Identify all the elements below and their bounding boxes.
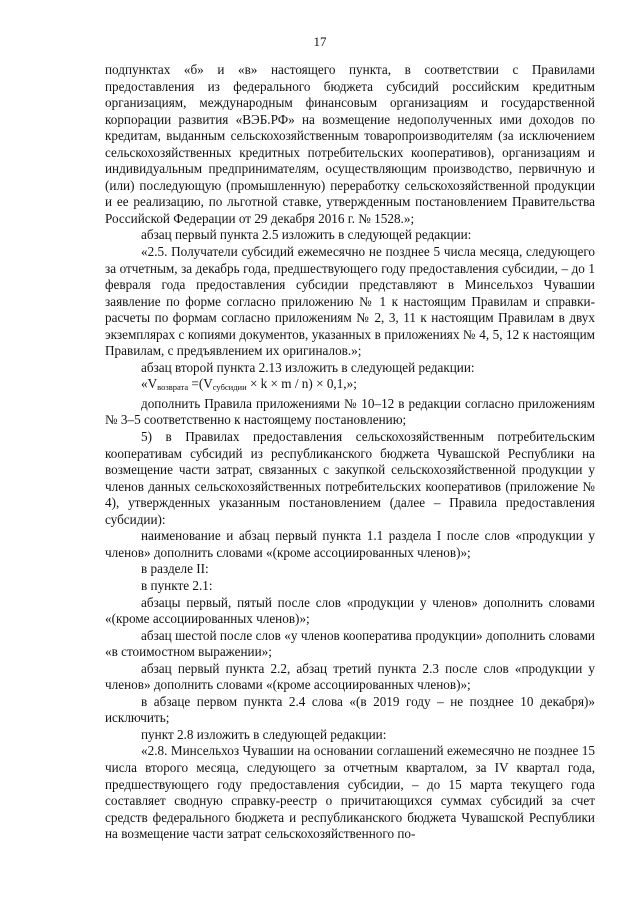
paragraph: в разделе II:	[141, 561, 209, 577]
paragraph: абзац первый пункта 2.5 изложить в следующей редакции:	[141, 227, 472, 243]
formula-subscript-refund: возврата	[157, 382, 189, 393]
paragraph: абзацы первый, пятый после слов «продукции у членов» дополнить словами «(кроме ассоциированных членов)»;	[105, 594, 595, 627]
formula-rest: × k × m / n) × 0,1,»;	[246, 376, 357, 392]
refund-formula	[105, 376, 595, 396]
formula-subscript-subsidy: субсидии	[212, 382, 247, 393]
paragraph: пункт 2.8 изложить в следующей редакции:	[141, 726, 387, 742]
paragraph: абзац первый пункта 2.2, абзац третий пункта 2.3 после слов «продукции у членов» дополнить словами «(кроме ассоциированных членов)»;	[105, 660, 595, 693]
paragraph: в пункте 2.1:	[141, 577, 213, 593]
paragraph: 5) в Правилах предоставления сельскохозяйственным потребительским кооперативам субсидий из республиканского бюджета Чувашской Республики на возмещение части затрат, связанных с закупкой сельскохозяйственной продукции у членов данных сельскохозяйственных потребительских кооперативов (приложение № 4), утвержденных указанным постановлением (далее – Правила предоставления субсидии):	[105, 429, 595, 527]
paragraph: абзац второй пункта 2.13 изложить в следующей редакции:	[141, 359, 475, 375]
formula-middle: =(V	[188, 376, 213, 392]
paragraph: дополнить Правила приложениями № 10–12 в редакции согласно приложениям № 3–5 соответственно к настоящему постановлению;	[105, 395, 595, 428]
paragraph: «2.8. Минсельхоз Чувашии на основании соглашений ежемесячно не позднее 15 числа второго месяца, следующего за отчетным кварталом, за IV квартал года, предшествующего году предоставления субсидии, – до 15 марта текущего года составляет сводную справку-реестр о причитающихся суммах субсидий за счет средств федерального бюджета и республиканского бюджета Чувашской Республики на возмещение части затрат сельскохозяйственного по-	[105, 743, 595, 842]
paragraph: подпунктах «б» и «в» настоящего пункта, в соответствии с Правилами предоставления из федерального бюджета субсидий российским кредитным организациям, международным финансовым организациям и государственной корпорации развития «ВЭБ.РФ» на возмещение недополученных ими доходов по кредитам, выданным сельскохозяйственным товаропроизводителям (за исключением сельскохозяйственных кредитных потребительских кооперативов), организациям и индивидуальным предпринимателям, осуществляющим производство, первичную и (или) последующую (промышленную) переработку сельскохозяйственной продукции и ее реализацию, по льготной ставке, утвержденным постановлением Правительства Российской Федерации от 29 декабря 2016 г. № 1528.»;	[105, 62, 595, 226]
page-number: 17	[313, 34, 327, 49]
formula-open: «V	[141, 376, 158, 392]
paragraph: «2.5. Получатели субсидий ежемесячно не позднее 5 числа месяца, следующего за отчетным, за декабрь года, предшествующего году предоставления субсидии, – до 1 февраля года предоставления субсидии представляют в Минсельхоз Чувашии заявление по форме согласно приложению № 1 к настоящим Правилам и справки-расчеты по формам согласно приложениям № 2, 3, 11 к настоящим Правилам в двух экземплярах с копиями документов, указанных в приложениях № 4, 5, 12 к настоящим Правилам, с предъявлением их оригиналов.»;	[105, 244, 595, 359]
paragraph: абзац шестой после слов «у членов кооператива продукции» дополнить словами «в стоимостном выражении»;	[105, 627, 595, 660]
paragraph: в абзаце первом пункта 2.4 слова «(в 2019 году – не позднее 10 декабря)» исключить;	[105, 693, 595, 726]
paragraph: наименование и абзац первый пункта 1.1 раздела I после слов «продукции у членов» дополнить словами «(кроме ассоциированных членов)»;	[105, 528, 595, 560]
document-body	[105, 62, 595, 843]
